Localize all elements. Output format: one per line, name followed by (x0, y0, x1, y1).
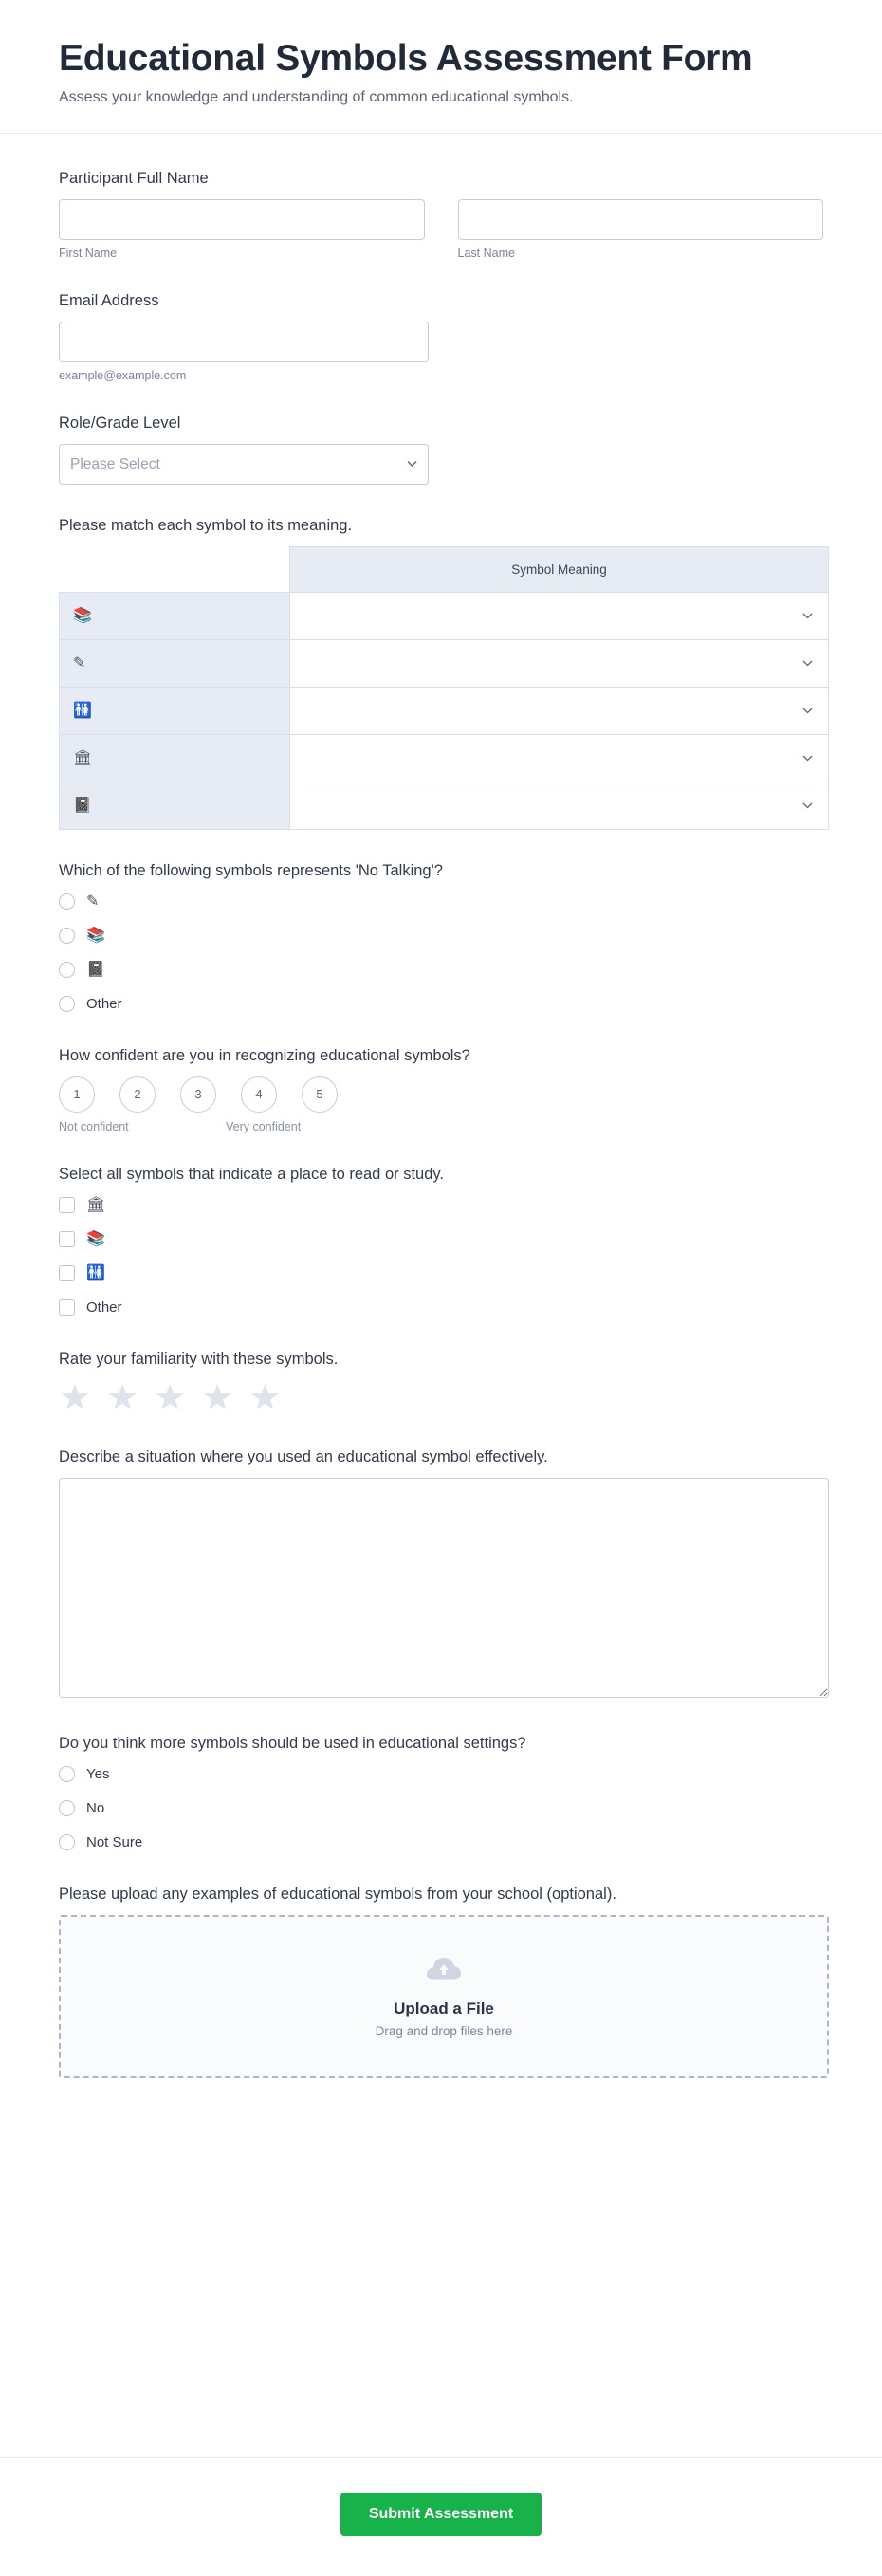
radio-option-other[interactable] (59, 994, 823, 1015)
matrix-row-cell (290, 687, 829, 734)
form-footer (0, 2457, 882, 2576)
checkbox-icon[interactable] (59, 1231, 75, 1247)
matrix-row-symbol (60, 734, 290, 782)
email-label: Email Address (59, 291, 159, 309)
last-name-input[interactable] (458, 199, 824, 240)
field-no-talking (59, 862, 823, 1015)
matrix-row-cell (290, 734, 829, 782)
matrix-head-row (60, 546, 829, 592)
radio-label: Yes (86, 1766, 110, 1783)
matrix-select-wrap (300, 789, 818, 821)
matrix-select-row-3[interactable] (300, 694, 818, 727)
star-icon-2[interactable]: ★ (106, 1377, 139, 1418)
field-email (59, 292, 823, 382)
email-sublabel: example@example.com (59, 368, 187, 382)
matrix-row-cell (290, 782, 829, 829)
library-building-icon: 🏛 (86, 1196, 106, 1213)
matrix-select-wrap (300, 599, 818, 632)
describe-label: Describe a situation where you used an educational symbol effectively. (59, 1447, 548, 1465)
field-places (59, 1166, 823, 1318)
matrix-corner (60, 546, 290, 592)
matrix-row-symbol (60, 592, 290, 639)
field-confidence (59, 1047, 823, 1133)
field-describe (59, 1448, 823, 1702)
books-icon: 📚 (86, 1230, 105, 1247)
radio-icon[interactable] (59, 962, 75, 978)
radio-icon[interactable] (59, 928, 75, 944)
last-name-sublabel: Last Name (457, 246, 515, 260)
scale-legend (59, 1120, 823, 1133)
matrix-select-wrap (300, 742, 818, 774)
upload-dropzone[interactable] (59, 1915, 829, 2078)
matrix-body (60, 592, 829, 829)
scale-option-2[interactable]: 2 (119, 1076, 156, 1113)
pencil-icon: ✎ (73, 654, 86, 672)
name-row (59, 199, 823, 260)
checkbox-option-other[interactable] (59, 1297, 823, 1318)
checkbox-icon[interactable] (59, 1197, 75, 1213)
pencil-icon: ✎ (86, 892, 100, 910)
radio-option-2[interactable] (59, 926, 823, 947)
star-rating (59, 1377, 823, 1418)
first-name-input[interactable] (59, 199, 425, 240)
field-upload (59, 1886, 823, 2078)
books-icon: 📚 (86, 927, 105, 944)
matrix-select-wrap (300, 647, 818, 679)
books-icon: 📚 (73, 607, 92, 624)
matrix-head (60, 546, 829, 592)
scale-option-4[interactable]: 4 (241, 1076, 277, 1113)
scale-option-3[interactable]: 3 (180, 1076, 216, 1113)
star-icon-3[interactable]: ★ (154, 1377, 187, 1418)
role-select-wrap (59, 444, 429, 485)
upload-label: Please upload any examples of educational symbols from your school (optional). (59, 1885, 616, 1903)
no-talking-label: Which of the following symbols represents 'No Talking'? (59, 861, 443, 879)
radio-option-not-sure[interactable] (59, 1832, 823, 1853)
star-icon-1[interactable]: ★ (59, 1377, 92, 1418)
field-role (59, 414, 823, 485)
describe-textarea[interactable] (59, 1478, 829, 1698)
symbol-matrix-label: Please match each symbol to its meaning. (59, 516, 353, 534)
confidence-label: How confident are you in recognizing educational symbols? (59, 1046, 470, 1064)
radio-option-1[interactable] (59, 892, 823, 912)
role-select[interactable] (59, 444, 429, 485)
checkbox-option-3[interactable] (59, 1263, 823, 1284)
table-row (60, 687, 829, 734)
radio-option-no[interactable] (59, 1798, 823, 1819)
scale-high-label: Very confident (226, 1119, 302, 1133)
matrix-select-wrap (300, 694, 818, 727)
star-icon-5[interactable]: ★ (248, 1377, 282, 1418)
page-title: Educational Symbols Assessment Form (59, 38, 753, 79)
matrix-column-header: Symbol Meaning (290, 546, 829, 592)
checkbox-option-2[interactable] (59, 1229, 823, 1250)
form-header (0, 0, 882, 134)
page-subtitle: Assess your knowledge and understanding of common educational symbols. (59, 88, 574, 105)
email-input[interactable] (59, 322, 429, 362)
matrix-row-cell (290, 639, 829, 687)
table-row (60, 734, 829, 782)
field-rating (59, 1351, 823, 1416)
checkbox-icon[interactable] (59, 1299, 75, 1316)
radio-icon[interactable] (59, 1834, 75, 1850)
matrix-row-symbol (60, 782, 290, 829)
checkbox-icon[interactable] (59, 1265, 75, 1281)
role-label: Role/Grade Level (59, 414, 181, 432)
participant-name-label: Participant Full Name (59, 169, 209, 187)
table-row (60, 592, 829, 639)
radio-icon[interactable] (59, 893, 75, 910)
last-name-col (458, 199, 824, 260)
first-name-col (59, 199, 425, 260)
matrix-row-symbol (60, 639, 290, 687)
library-building-icon: 🏛 (73, 749, 93, 766)
radio-icon[interactable] (59, 1800, 75, 1816)
cloud-upload-icon (425, 1955, 463, 1988)
checkbox-option-1[interactable] (59, 1195, 823, 1216)
field-more-symbols (59, 1735, 823, 1853)
scale-option-1[interactable]: 1 (59, 1076, 95, 1113)
matrix-select-row-1[interactable] (300, 599, 818, 632)
form-body (0, 134, 882, 2435)
first-name-sublabel: First Name (59, 246, 118, 260)
places-label: Select all symbols that indicate a place to read or study. (59, 1165, 444, 1183)
symbol-matrix-table (59, 546, 829, 830)
email-col (59, 322, 429, 382)
radio-label: No (86, 1800, 105, 1817)
upload-hint: Drag and drop files here (375, 2023, 513, 2038)
notebook-icon: 📓 (86, 961, 105, 978)
matrix-row-symbol (60, 687, 290, 734)
table-row (60, 782, 829, 829)
rating-label: Rate your familiarity with these symbols. (59, 1350, 339, 1368)
radio-icon[interactable] (59, 1766, 75, 1782)
star-icon-4[interactable]: ★ (201, 1377, 234, 1418)
table-row (60, 639, 829, 687)
notebook-icon: 📓 (73, 797, 92, 814)
field-symbol-matrix (59, 517, 823, 830)
restroom-icon: 🚻 (73, 702, 92, 719)
upload-title: Upload a File (394, 1998, 494, 2017)
radio-label: Not Sure (86, 1834, 143, 1851)
radio-option-3[interactable] (59, 960, 823, 981)
matrix-select-row-4[interactable] (300, 742, 818, 774)
matrix-select-row-5[interactable] (300, 789, 818, 821)
submit-button[interactable]: Submit Assessment (340, 2493, 542, 2536)
radio-label: Other (86, 996, 122, 1013)
restroom-icon: 🚻 (86, 1264, 105, 1281)
confidence-scale (59, 1076, 823, 1113)
scale-low-label: Not confident (59, 1119, 129, 1133)
field-participant-name (59, 170, 823, 260)
radio-option-yes[interactable] (59, 1764, 823, 1785)
checkbox-label: Other (86, 1299, 122, 1316)
matrix-row-cell (290, 592, 829, 639)
radio-icon[interactable] (59, 996, 75, 1012)
scale-option-5[interactable]: 5 (302, 1076, 338, 1113)
more-symbols-label: Do you think more symbols should be used in educational settings? (59, 1734, 526, 1752)
matrix-select-row-2[interactable] (300, 647, 818, 679)
